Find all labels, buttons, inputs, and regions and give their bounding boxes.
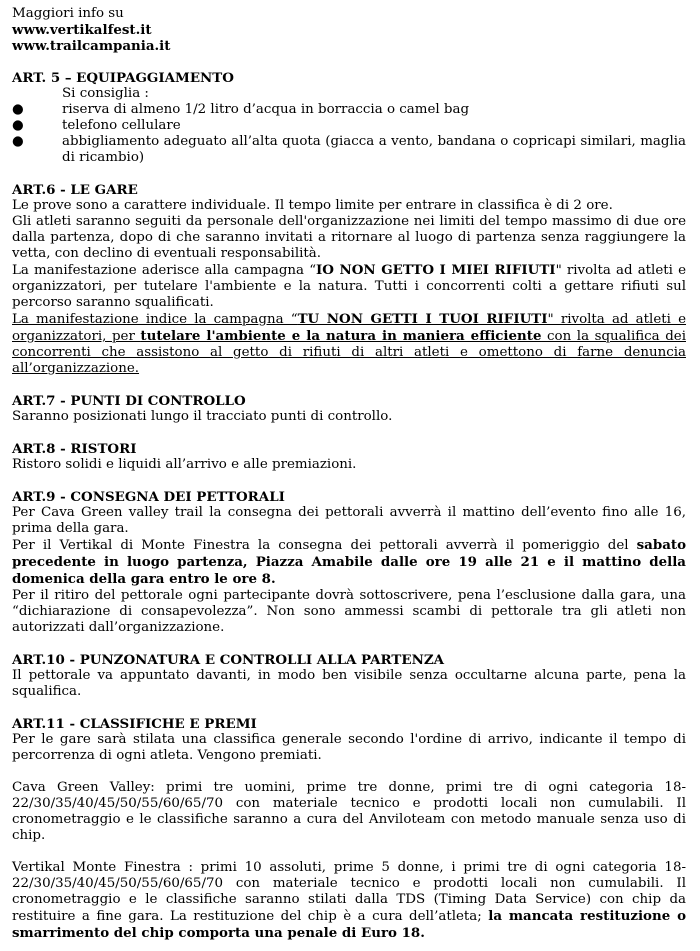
art9-paragraph-2: Per il Vertikal di Monte Finestra la consegna dei pettorali avverrà il pomeriggio del sabato precedente in luogo partenza, Piazza Amabile dalle ore 19 alle 21 e il mattino della domenica della gara entro le ore 8.: [12, 537, 686, 587]
art10-paragraph: Il pettorale va appuntato davanti, in modo ben visibile senza occultarne alcuna parte, pena la squalifica.: [12, 668, 686, 699]
art5-heading: ART. 5 – EQUIPAGGIAMENTO: [12, 70, 234, 86]
art5-lead: Si consiglia :: [62, 86, 149, 101]
art6-paragraph-2: Gli atleti saranno seguiti da personale dell'organizzazione nei limiti del tempo massimo di due ore dalla partenza, dopo di che saranno invitati a ritornare al luogo di partenza senza raggiungere la vetta, con declino di eventuali responsabilità.: [12, 214, 686, 261]
art6-paragraph-4: La manifestazione indice la campagna “TU NON GETTI I TUOI RIFIUTI" rivolta ad atleti e organizzatori, per tutelare l'ambiente e la natura in maniera efficiente con la squalifica dei concorrenti che assistono al getto di rifiuti di altri atleti e omettono di farne denuncia all’organizzazione.: [12, 311, 687, 376]
art11-paragraph-2: Cava Green Valley: primi tre uomini, prime tre donne, primi tre di ogni categoria 18-22/30/35/40/45/50/55/60/65/70 con materiale tecnico e prodotti locali non cumulabili. Il cronometraggio e le classifiche saranno a cura del Anviloteam con metodo manuale senza uso di chip.: [12, 780, 686, 843]
art7-heading: ART.7 - PUNTI DI CONTROLLO: [12, 393, 246, 409]
bullet-icon: ●: [12, 102, 24, 117]
list-item: ● telefono cellulare: [12, 118, 181, 133]
art6-paragraph-3: La manifestazione aderisce alla campagna “IO NON GETTO I MIEI RIFIUTI" rivolta ad atleti e organizzatori, per tutelare l'ambiente e la natura. Tutti i concorrenti colti a gettare rifiuti sul percorso saranno squalificati.: [12, 262, 687, 310]
art11-paragraph-3: Vertikal Monte Finestra : primi 10 assoluti, prime 5 donne, i primi tre di ogni categoria 18-22/30/35/40/45/50/55/60/65/70 con materiale tecnico e prodotti locali non cumulabili. Il cronometraggio e le classifiche saranno stilati dalla TDS (Timing Data Service) con chip da restituire a fine gara. La restituzione del chip è a cura dell’atleta; la mancata restituzione o smarrimento del chip comporta una penale di Euro 18.: [12, 860, 687, 941]
link-vertikalfest[interactable]: www.vertikalfest.it: [12, 22, 152, 38]
bullet-icon: ●: [12, 134, 24, 149]
art8-paragraph: Ristoro solidi e liquidi all’arrivo e alle premiazioni.: [12, 457, 357, 472]
art9-heading: ART.9 - CONSEGNA DEI PETTORALI: [12, 489, 285, 505]
art8-heading: ART.8 - RISTORI: [12, 441, 137, 457]
art6-paragraph-1: Le prove sono a carattere individuale. Il tempo limite per entrare in classifica è di 2 ore.: [12, 198, 613, 213]
art7-paragraph: Saranno posizionati lungo il tracciato punti di controllo.: [12, 409, 393, 424]
intro-text: Maggiori info su: [12, 6, 124, 21]
art11-heading: ART.11 - CLASSIFICHE E PREMI: [12, 716, 257, 732]
art11-paragraph-1: Per le gare sarà stilata una classifica generale secondo l'ordine di arrivo, indicante il tempo di percorrenza di ogni atleta. Vengono premiati.: [12, 732, 686, 763]
art10-heading: ART.10 - PUNZONATURA E CONTROLLI ALLA PARTENZA: [12, 652, 445, 668]
art9-paragraph-3: Per il ritiro del pettorale ogni partecipante dovrà sottoscrivere, pena l’esclusione dalla gara, una “dichiarazione di consapevolezza”. Non sono ammessi scambi di pettorale tra gli atleti non autorizzati dall’organizzazione.: [12, 588, 686, 635]
list-item: ● abbigliamento adeguato all’alta quota (giacca a vento, bandana o copricapi similari, maglia di ricambio): [12, 134, 686, 165]
art9-paragraph-1: Per Cava Green valley trail la consegna dei pettorali avverrà il mattino dell’evento fino alle 16, prima della gara.: [12, 505, 686, 536]
bullet-icon: ●: [12, 118, 24, 133]
art5-list: [12, 102, 686, 166]
link-trailcampania[interactable]: www.trailcampania.it: [12, 38, 171, 54]
art6-heading: ART.6 - LE GARE: [12, 182, 138, 198]
list-item: ● riserva di almeno 1/2 litro d’acqua in borraccia o camel bag: [12, 102, 470, 117]
